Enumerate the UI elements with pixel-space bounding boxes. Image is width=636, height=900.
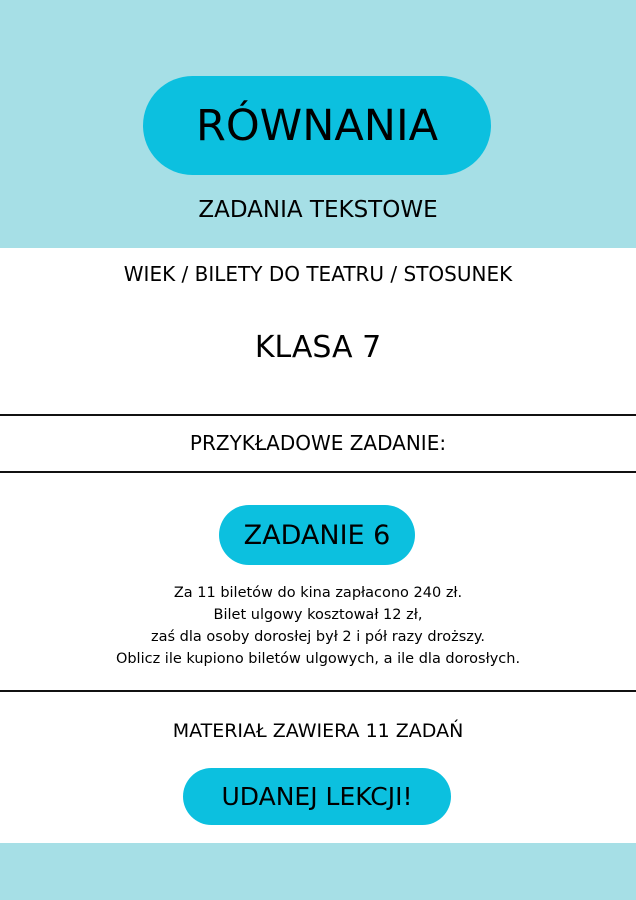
farewell: UDANEJ LEKCJI!: [221, 782, 413, 811]
subtitle: ZADANIA TEKSTOWE: [198, 197, 438, 223]
farewell-pill: [183, 768, 451, 825]
task-line: Oblicz ile kupiono biletów ulgowych, a ile dla dorosłych.: [115, 651, 521, 667]
title: RÓWNANIA: [195, 100, 439, 151]
divider: [0, 414, 636, 416]
task-label: ZADANIE 6: [243, 519, 391, 551]
divider: [0, 471, 636, 473]
task-line: Bilet ulgowy kosztował 12 zł,: [213, 607, 423, 623]
task-text: [0, 582, 636, 670]
task-count: MATERIAŁ ZAWIERA 11 ZADAŃ: [172, 720, 464, 742]
task-pill: [219, 505, 415, 565]
task-line: Za 11 biletów do kina zapłacono 240 zł.: [173, 585, 463, 601]
example-heading: PRZYKŁADOWE ZADANIE:: [189, 431, 447, 455]
grade: KLASA 7: [254, 330, 382, 365]
divider: [0, 690, 636, 692]
bottom-band: [0, 843, 636, 900]
task-line: zaś dla osoby dorosłej był 2 i pół razy droższy.: [151, 629, 485, 645]
topics: WIEK / BILETY DO TEATRU / STOSUNEK: [123, 262, 513, 286]
title-pill: [143, 76, 491, 175]
